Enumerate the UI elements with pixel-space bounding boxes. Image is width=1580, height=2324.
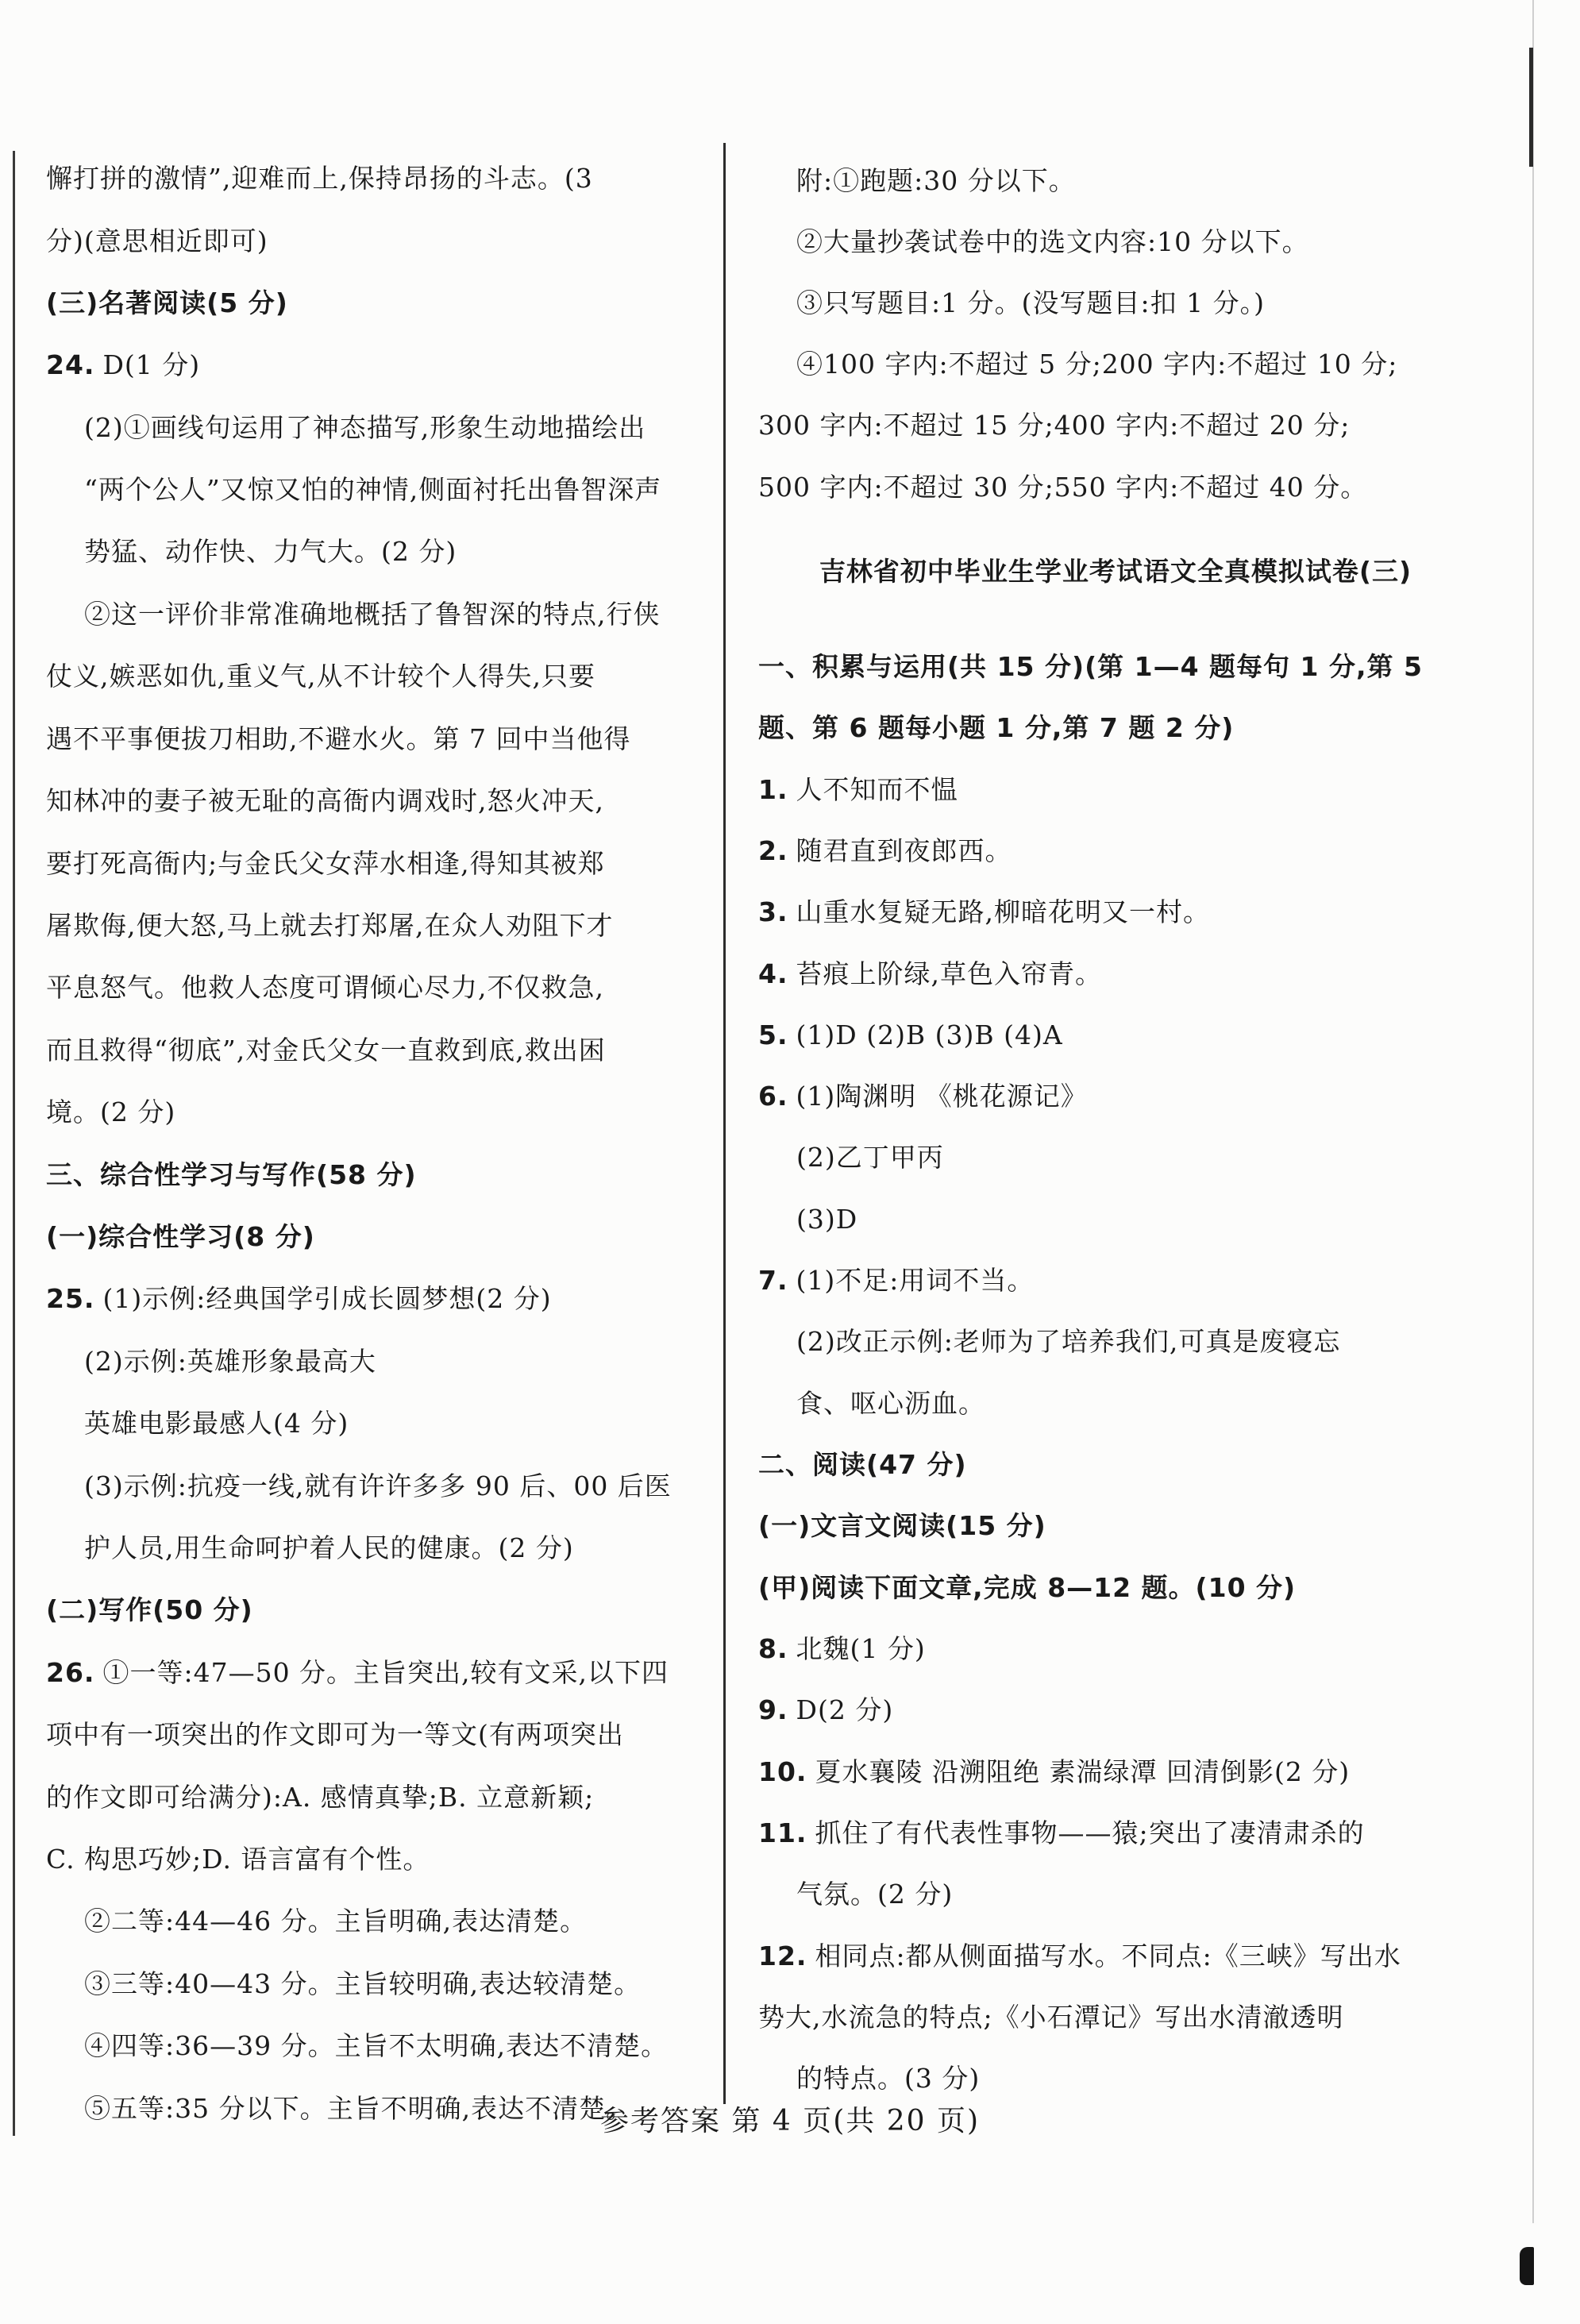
right-column-line: [758, 472, 1367, 503]
right-column-line: [758, 1081, 1088, 1112]
line-text: (1)示例:经典国学引成长圆梦想(2 分): [102, 1283, 552, 1314]
line-text: 护人员,用生命呵护着人民的健康。(2 分): [84, 1532, 574, 1563]
line-text: 苔痕上阶绿,草色入帘青。: [796, 958, 1102, 989]
left-column-line: [84, 1906, 587, 1937]
line-text: (1)陶渊明 《桃花源记》: [796, 1081, 1088, 1112]
left-column-line: [84, 1408, 349, 1439]
line-text: ③只写题目:1 分。(没写题目:扣 1 分。): [796, 287, 1265, 318]
page-right-edge-mark: [1529, 48, 1533, 167]
question-number: 25.: [46, 1283, 95, 1314]
question-number: 5.: [758, 1019, 788, 1050]
question-number: 9.: [758, 1694, 788, 1725]
column-divider: [723, 143, 726, 2104]
line-text: “两个公人”又惊又怕的神情,侧面衬托出鲁智深声: [84, 474, 662, 505]
line-text: (1)D (2)B (3)B (4)A: [796, 1019, 1063, 1050]
question-number: 2.: [758, 835, 788, 866]
question-number: 26.: [46, 1657, 95, 1688]
left-column-line: [46, 848, 605, 880]
line-text: D(2 分): [796, 1694, 894, 1725]
left-column-line: [46, 1594, 253, 1626]
right-column-line: [758, 1694, 893, 1726]
corner-scan-mark: [1520, 2247, 1534, 2285]
left-column-line: [46, 1035, 606, 1066]
line-text: ④四等:36—39 分。主旨不太明确,表达不清楚。: [84, 2030, 669, 2061]
right-column-line: [796, 226, 1309, 258]
left-column-line: [84, 599, 661, 630]
line-text: (3)D: [796, 1204, 858, 1235]
right-column-line: [758, 1449, 967, 1481]
left-column-line: [46, 910, 613, 942]
left-column-line: [46, 723, 630, 755]
line-text: 500 字内:不超过 30 分;550 字内:不超过 40 分。: [758, 472, 1368, 503]
line-text: (甲)阅读下面文章,完成 8—12 题。(10 分): [758, 1572, 1297, 1603]
left-column-line: [84, 1346, 376, 1378]
line-text: 的作文即可给满分):A. 感情真挚;B. 立意新颖;: [46, 1782, 595, 1813]
left-column-line: [46, 1657, 669, 1689]
left-column-line: [46, 972, 604, 1004]
line-text: (1)不足:用词不当。: [796, 1265, 1035, 1296]
question-number: 8.: [758, 1633, 788, 1664]
right-column-line: [796, 165, 1076, 197]
left-column-line: [46, 1096, 175, 1128]
left-column-line: [46, 661, 595, 692]
left-column-line: [46, 1719, 624, 1751]
left-column-line: [46, 1283, 552, 1315]
line-text: (3)示例:抗疫一线,就有许许多多 90 后、00 后医: [84, 1470, 672, 1501]
line-text: 气氛。(2 分): [796, 1879, 954, 1910]
line-text: (二)写作(50 分): [46, 1594, 253, 1625]
left-column-line: [46, 1221, 315, 1253]
line-text: 而且救得“彻底”,对金氏父女一直救到底,救出困: [46, 1035, 606, 1066]
question-number: 4.: [758, 958, 788, 989]
right-column-line: [796, 1326, 1340, 1358]
left-column-line: [46, 163, 593, 195]
right-column-line: [796, 349, 1397, 380]
left-column-line: [46, 1159, 417, 1191]
line-text: 人不知而不愠: [796, 774, 958, 805]
line-text: 相同点:都从侧面描写水。不同点:《三峡》写出水: [815, 1941, 1401, 1971]
right-column-line: [758, 896, 1210, 928]
line-text: ⑤五等:35 分以下。主旨不明确,表达不清楚。: [84, 2093, 634, 2124]
right-column-line: [758, 1633, 926, 1665]
line-text: 仗义,嫉恶如仇,重义气,从不计较个人得失,只要: [46, 661, 595, 692]
line-text: (2)改正示例:老师为了培养我们,可真是废寝忘: [796, 1326, 1341, 1357]
right-column-line: [796, 1879, 953, 1910]
question-number: 10.: [758, 1756, 807, 1787]
left-column-line: [46, 785, 604, 817]
line-text: 山重水复疑无路,柳暗花明又一村。: [796, 896, 1210, 927]
line-text: (2)①画线句运用了神态描写,形象生动地描绘出: [84, 412, 646, 443]
line-text: (三)名著阅读(5 分): [46, 287, 288, 318]
right-column-line: [758, 556, 1473, 588]
left-column-line: [84, 1532, 574, 1564]
line-text: 二、阅读(47 分): [758, 1449, 967, 1480]
line-text: 势大,水流急的特点;《小石潭记》写出水清澈透明: [758, 2002, 1344, 2033]
left-column-line: [84, 536, 457, 568]
left-column-line: [84, 412, 645, 444]
question-number: 6.: [758, 1081, 788, 1112]
question-number: 1.: [758, 774, 788, 805]
question-number: 11.: [758, 1817, 807, 1848]
right-column-line: [758, 835, 1012, 867]
line-text: (一)综合性学习(8 分): [46, 1221, 315, 1252]
line-text: (2)示例:英雄形象最高大: [84, 1346, 376, 1377]
left-column-line: [84, 2030, 668, 2062]
left-column-line: [46, 1782, 594, 1813]
line-text: 附:①跑题:30 分以下。: [796, 165, 1076, 196]
left-column-line: [46, 1844, 430, 1875]
right-column-line: [758, 712, 1234, 744]
line-text: 平息怒气。他救人态度可谓倾心尽力,不仅救急,: [46, 972, 604, 1003]
line-text: 英雄电影最感人(4 分): [84, 1408, 349, 1439]
line-text: 300 字内:不超过 15 分;400 字内:不超过 20 分;: [758, 410, 1351, 441]
right-column-line: [796, 2063, 980, 2095]
left-column-line: [46, 225, 268, 257]
line-text: 一、积累与运用(共 15 分)(第 1—4 题每句 1 分,第 5: [758, 651, 1423, 682]
question-number: 24.: [46, 349, 95, 380]
line-text: ②这一评价非常准确地概括了鲁智深的特点,行侠: [84, 599, 661, 630]
right-column-line: [758, 1817, 1365, 1849]
line-text: C. 构思巧妙;D. 语言富有个性。: [46, 1844, 430, 1875]
right-column-line: [758, 1572, 1296, 1604]
line-text: 分)(意思相近即可): [46, 225, 268, 256]
line-text: 知林冲的妻子被无耻的高衙内调戏时,怒火冲天,: [46, 785, 604, 816]
line-text: ①一等:47—50 分。主旨突出,较有文采,以下四: [102, 1657, 669, 1688]
question-number: 3.: [758, 896, 788, 927]
line-text: 的特点。(3 分): [796, 2063, 981, 2094]
line-text: 屠欺侮,便大怒,马上就去打郑屠,在众人劝阻下才: [46, 910, 614, 941]
line-text: 随君直到夜郎西。: [796, 835, 1012, 866]
question-number: 12.: [758, 1941, 807, 1971]
line-text: ③三等:40—43 分。主旨较明确,表达较清楚。: [84, 1968, 642, 1999]
line-text: D(1 分): [102, 349, 201, 380]
line-text: ②大量抄袭试卷中的选文内容:10 分以下。: [796, 226, 1309, 257]
left-column-line: [84, 1470, 672, 1502]
right-column-line: [758, 2002, 1344, 2033]
line-text: ④100 字内:不超过 5 分;200 字内:不超过 10 分;: [796, 349, 1398, 380]
line-text: ②二等:44—46 分。主旨明确,表达清楚。: [84, 1906, 588, 1937]
right-column-line: [758, 1941, 1401, 1972]
line-text: 境。(2 分): [46, 1096, 176, 1127]
right-column-line: [796, 287, 1265, 319]
right-column-line: [758, 774, 958, 806]
right-column-line: [796, 1142, 944, 1174]
line-text: (一)文言文阅读(15 分): [758, 1510, 1046, 1541]
left-column-line: [84, 474, 661, 506]
line-text: 要打死高衙内;与金氏父女萍水相逢,得知其被郑: [46, 848, 605, 879]
line-text: 懈打拼的激情”,迎难而上,保持昂扬的斗志。(3: [46, 163, 593, 194]
line-text: 项中有一项突出的作文即可为一等文(有两项突出: [46, 1719, 624, 1750]
line-text: 北魏(1 分): [796, 1633, 926, 1664]
page-left-edge-line: [13, 151, 15, 2136]
right-column-line: [796, 1204, 857, 1235]
right-column-line: [758, 1510, 1046, 1542]
right-column-line: [758, 1265, 1034, 1297]
right-column-line: [758, 1756, 1350, 1788]
line-text: 吉林省初中毕业生学业考试语文全真模拟试卷(三): [819, 556, 1412, 587]
right-column-line: [758, 651, 1423, 683]
left-column-line: [46, 349, 200, 381]
line-text: 三、综合性学习与写作(58 分): [46, 1159, 417, 1190]
left-column-line: [84, 1968, 641, 2000]
right-column-line: [758, 958, 1102, 990]
line-text: 夏水襄陵 沿溯阻绝 素湍绿潭 回清倒影(2 分): [815, 1756, 1351, 1787]
right-column-line: [796, 1388, 985, 1420]
line-text: 遇不平事便拔刀相助,不避水火。第 7 回中当他得: [46, 723, 631, 754]
line-text: (2)乙丁甲丙: [796, 1142, 944, 1173]
question-number: 7.: [758, 1265, 788, 1296]
page-footer: 参考答案 第 4 页(共 20 页): [599, 2105, 981, 2137]
line-text: 抓住了有代表性事物——猿;突出了凄清肃杀的: [815, 1817, 1365, 1848]
line-text: 势猛、动作快、力气大。(2 分): [84, 536, 457, 567]
right-column-line: [758, 410, 1350, 441]
right-column-line: [758, 1019, 1063, 1051]
page-right-edge-line: [1532, 0, 1534, 2223]
line-text: 题、第 6 题每小题 1 分,第 7 题 2 分): [758, 712, 1235, 743]
left-column-line: [46, 287, 288, 319]
line-text: 食、呕心沥血。: [796, 1388, 985, 1419]
